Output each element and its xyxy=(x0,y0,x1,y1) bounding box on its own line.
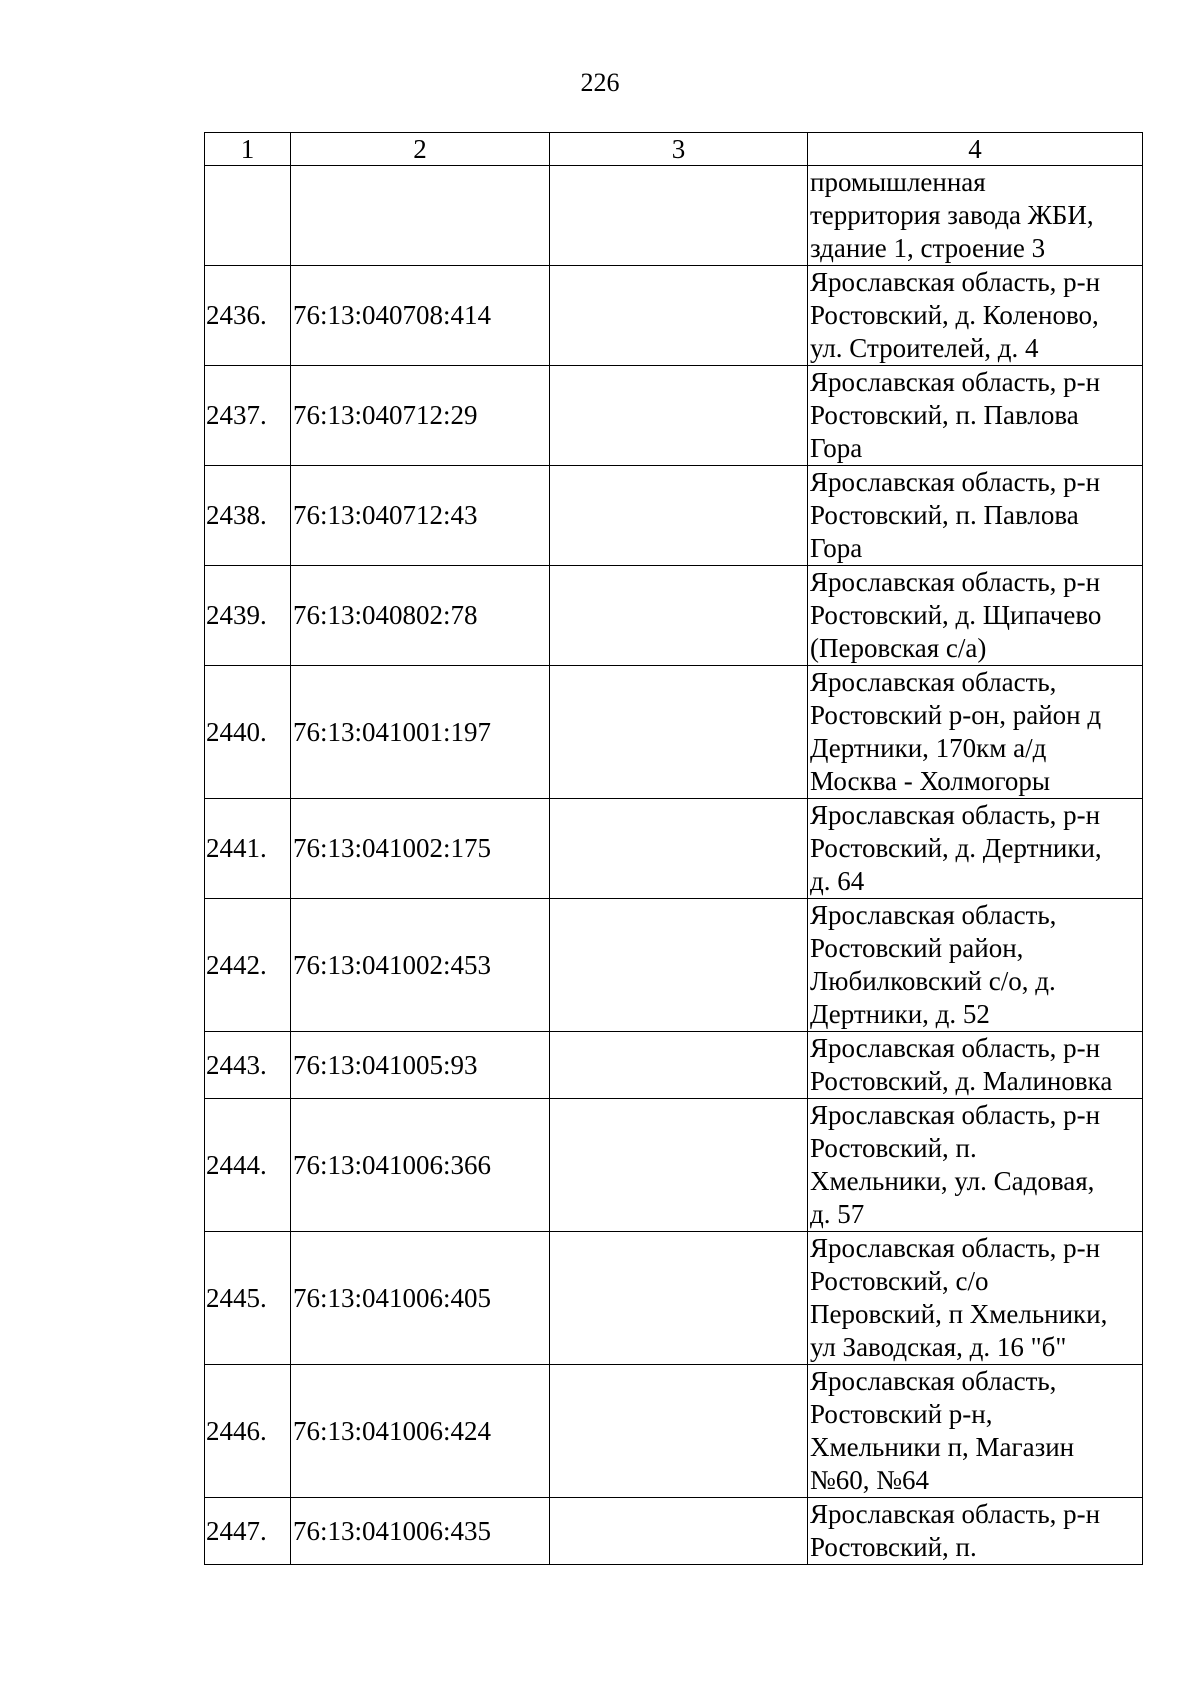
address-cell xyxy=(808,266,1143,366)
address-line: Ярославская область, р-н xyxy=(810,1233,1101,1263)
address-line: Ярославская область, xyxy=(810,667,1057,697)
address-cell xyxy=(808,466,1143,566)
address-line: Ярославская область, р-н xyxy=(810,1100,1101,1130)
address-line: Ростовский, п. xyxy=(810,1133,977,1163)
header-col-4: 4 xyxy=(808,133,1143,166)
address-line: Ярославская область, р-н xyxy=(810,567,1101,597)
address-line: Ростовский, с/о xyxy=(810,1266,989,1296)
table-row xyxy=(205,266,1143,366)
address-cell xyxy=(808,666,1143,799)
row-number: 2438. xyxy=(205,466,291,566)
row-number: 2445. xyxy=(205,1232,291,1365)
cadastral-number: 76:13:041002:453 xyxy=(291,899,550,1032)
address-cell xyxy=(808,1232,1143,1365)
address-line: ул. Строителей, д. 4 xyxy=(810,333,1039,363)
address-line: Ростовский, п. xyxy=(810,1532,977,1562)
column-3-cell xyxy=(550,166,808,266)
address-line: Ярославская область, р-н xyxy=(810,1033,1101,1063)
address-line: Хмельники, ул. Садовая, xyxy=(810,1166,1095,1196)
address-cell xyxy=(808,366,1143,466)
column-3-cell xyxy=(550,1498,808,1565)
address-line: Ярославская область, р-н xyxy=(810,467,1101,497)
address-line: Ростовский, п. Павлова xyxy=(810,400,1079,430)
cadastral-number: 76:13:040712:29 xyxy=(291,366,550,466)
address-line: ул Заводская, д. 16 "б" xyxy=(810,1332,1067,1362)
address-line: д. 57 xyxy=(810,1199,865,1229)
address-line: д. 64 xyxy=(810,866,865,896)
cadastral-number: 76:13:041006:405 xyxy=(291,1232,550,1365)
address-line: Ростовский, д. Дертники, xyxy=(810,833,1102,863)
table-row xyxy=(205,1498,1143,1565)
cadastral-number: 76:13:041006:424 xyxy=(291,1365,550,1498)
address-line: Ростовский, д. Щипачево xyxy=(810,600,1102,630)
address-line: Любилковский с/о, д. xyxy=(810,966,1056,996)
table-row xyxy=(205,366,1143,466)
row-number: 2447. xyxy=(205,1498,291,1565)
column-3-cell xyxy=(550,666,808,799)
cadastral-number: 76:13:041006:435 xyxy=(291,1498,550,1565)
address-line: промышленная xyxy=(810,167,986,197)
header-col-3: 3 xyxy=(550,133,808,166)
cadastral-number: 76:13:041001:197 xyxy=(291,666,550,799)
column-3-cell xyxy=(550,466,808,566)
table-row xyxy=(205,799,1143,899)
address-line: Дертники, 170км а/д xyxy=(810,733,1047,763)
register-table xyxy=(204,132,1143,1565)
address-line: Ростовский район, xyxy=(810,933,1024,963)
address-cell xyxy=(808,899,1143,1032)
address-line: Гора xyxy=(810,533,863,563)
address-line: Ярославская область, xyxy=(810,900,1057,930)
address-line: здание 1, строение 3 xyxy=(810,233,1046,263)
address-line: Хмельники п, Магазин xyxy=(810,1432,1075,1462)
address-line: Ярославская область, р-н xyxy=(810,267,1101,297)
cadastral-number xyxy=(291,166,550,266)
address-cell xyxy=(808,566,1143,666)
cadastral-number: 76:13:041005:93 xyxy=(291,1032,550,1099)
address-line: Гора xyxy=(810,433,863,463)
row-number: 2444. xyxy=(205,1099,291,1232)
address-line: Перовский, п Хмельники, xyxy=(810,1299,1108,1329)
address-cell xyxy=(808,1498,1143,1565)
table-body xyxy=(205,166,1143,1565)
row-number: 2442. xyxy=(205,899,291,1032)
row-number: 2436. xyxy=(205,266,291,366)
address-line: Ярославская область, р-н xyxy=(810,367,1101,397)
column-3-cell xyxy=(550,799,808,899)
cadastral-number: 76:13:040712:43 xyxy=(291,466,550,566)
address-line: (Перовская с/а) xyxy=(810,633,987,663)
table-row xyxy=(205,1099,1143,1232)
row-number: 2440. xyxy=(205,666,291,799)
column-3-cell xyxy=(550,1032,808,1099)
table-row xyxy=(205,166,1143,266)
table-row xyxy=(205,1232,1143,1365)
address-line: №60, №64 xyxy=(810,1465,930,1495)
address-line: Ярославская область, р-н xyxy=(810,800,1101,830)
page-number: 226 xyxy=(580,68,620,97)
address-line: Москва - Холмогоры xyxy=(810,766,1051,796)
address-line: Ярославская область, xyxy=(810,1366,1057,1396)
header-col-2: 2 xyxy=(291,133,550,166)
address-cell xyxy=(808,799,1143,899)
column-3-cell xyxy=(550,266,808,366)
table-header xyxy=(205,133,1143,166)
address-cell xyxy=(808,166,1143,266)
row-number xyxy=(205,166,291,266)
address-line: территория завода ЖБИ, xyxy=(810,200,1094,230)
row-number: 2439. xyxy=(205,566,291,666)
address-line: Ярославская область, р-н xyxy=(810,1499,1101,1529)
address-line: Ростовский р-он, район д xyxy=(810,700,1102,730)
row-number: 2443. xyxy=(205,1032,291,1099)
column-3-cell xyxy=(550,1232,808,1365)
table-row xyxy=(205,899,1143,1032)
address-cell xyxy=(808,1032,1143,1099)
cadastral-number: 76:13:040802:78 xyxy=(291,566,550,666)
header-row xyxy=(205,133,1143,166)
column-3-cell xyxy=(550,1099,808,1232)
header-col-1: 1 xyxy=(205,133,291,166)
table-row xyxy=(205,566,1143,666)
column-3-cell xyxy=(550,566,808,666)
address-line: Дертники, д. 52 xyxy=(810,999,990,1029)
address-line: Ростовский, д. Малиновка xyxy=(810,1066,1113,1096)
address-line: Ростовский, д. Коленово, xyxy=(810,300,1099,330)
table-row xyxy=(205,1365,1143,1498)
cadastral-number: 76:13:040708:414 xyxy=(291,266,550,366)
cadastral-number: 76:13:041006:366 xyxy=(291,1099,550,1232)
table-row xyxy=(205,1032,1143,1099)
address-cell xyxy=(808,1365,1143,1498)
column-3-cell xyxy=(550,899,808,1032)
column-3-cell xyxy=(550,1365,808,1498)
column-3-cell xyxy=(550,366,808,466)
table-row xyxy=(205,666,1143,799)
table-row xyxy=(205,466,1143,566)
address-line: Ростовский р-н, xyxy=(810,1399,993,1429)
address-line: Ростовский, п. Павлова xyxy=(810,500,1079,530)
row-number: 2441. xyxy=(205,799,291,899)
address-cell xyxy=(808,1099,1143,1232)
row-number: 2437. xyxy=(205,366,291,466)
cadastral-number: 76:13:041002:175 xyxy=(291,799,550,899)
row-number: 2446. xyxy=(205,1365,291,1498)
